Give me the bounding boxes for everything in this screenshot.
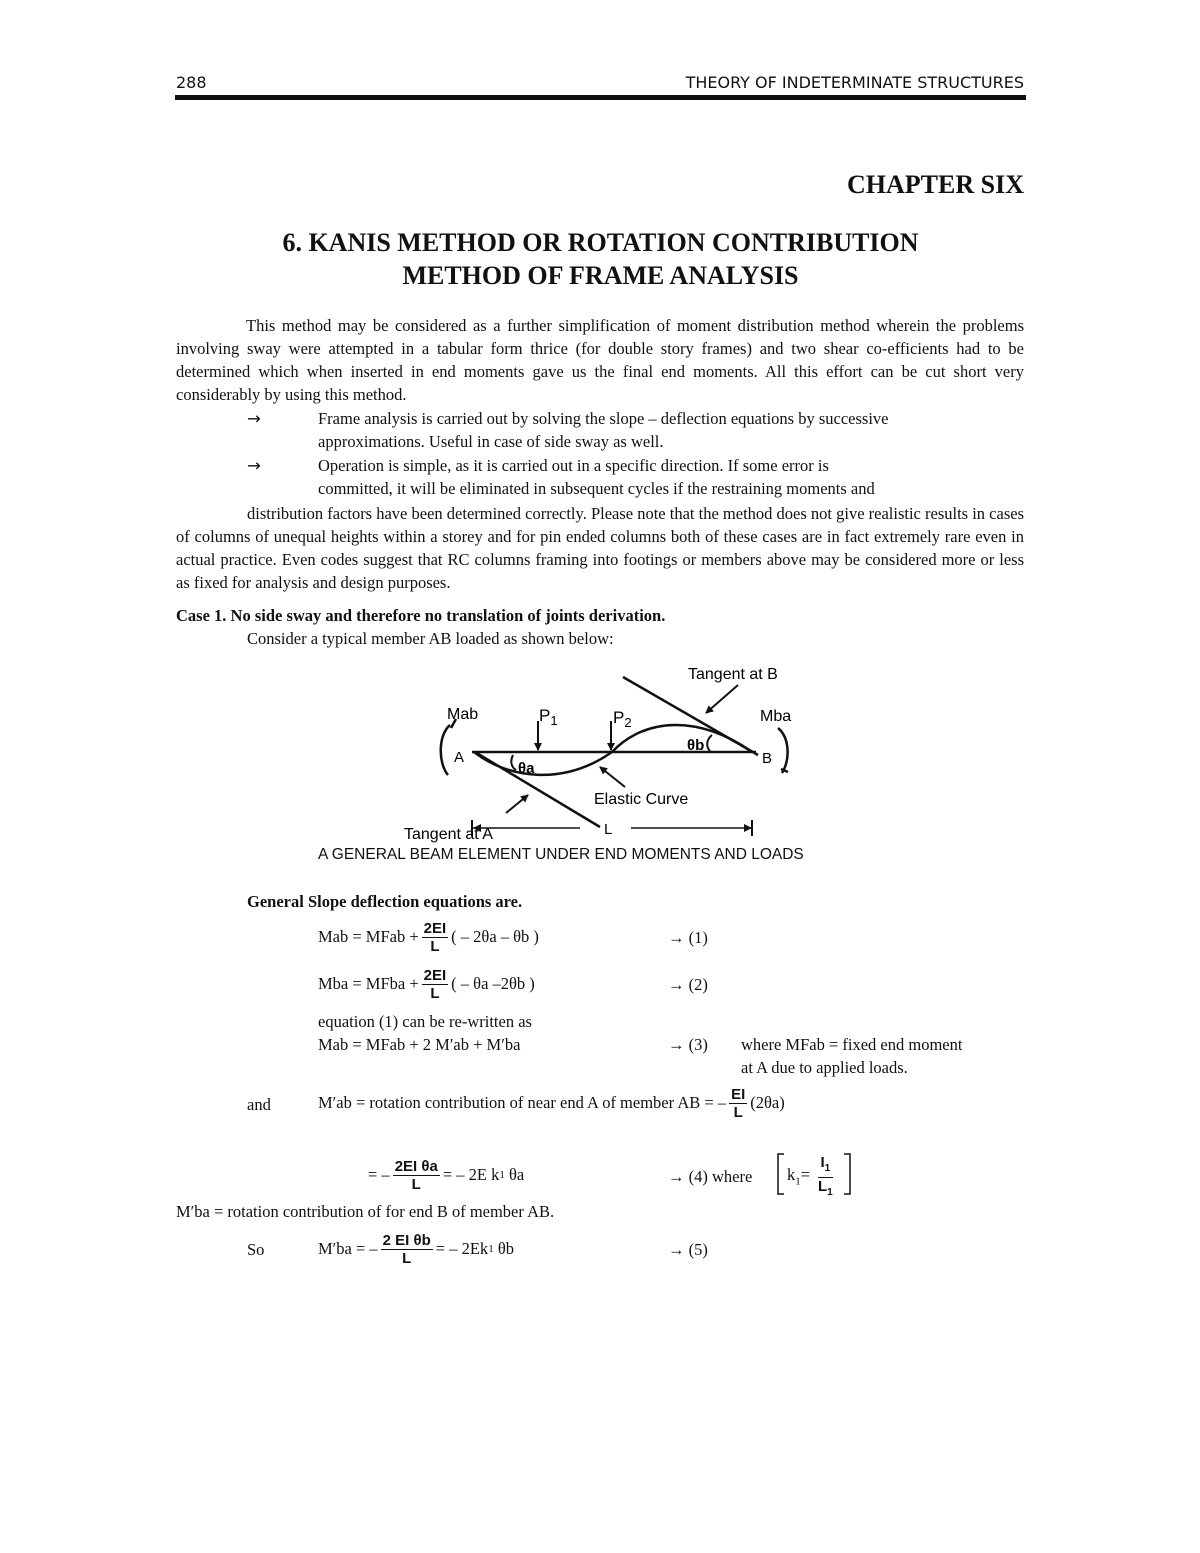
node-b-label: B xyxy=(762,750,773,767)
equation-2: Mba = MFba + $\frac{2EI}{L}$ ( – θa –2θb ) xyxy=(318,966,535,1002)
running-head: THEORY OF INDETERMINATE STRUCTURES xyxy=(685,73,1024,92)
equation-5-ref: → (5) xyxy=(668,1240,708,1259)
bullet-1-line1: Frame analysis is carried out by solving the slope – deflection equations by successive xyxy=(318,409,889,428)
far-end-definition: M′ba = rotation contribution of for end B of member AB. xyxy=(176,1202,555,1221)
left-bracket xyxy=(777,1153,785,1195)
p2-label: $P_2$ xyxy=(613,708,632,730)
bullet-1-line2: approximations. Useful in case of side sway as well. xyxy=(318,432,664,451)
theta-b-label: θb xyxy=(687,737,705,754)
bullet-2-line2: committed, it will be eliminated in subsequent cycles if the restraining moments and xyxy=(318,479,875,498)
equation-1: Mab = MFab + $\frac{2EI}{L}$ ( – 2θa – θb ) xyxy=(318,919,539,955)
equation-1-ref: → (1) xyxy=(668,928,708,947)
equation-2-ref: → (2) xyxy=(668,975,708,994)
theta-b-arc xyxy=(707,735,712,751)
continuation-paragraph: distribution factors have been determined correctly. Please note that the method does not give realistic results in cases of columns of unequal heights within a storey and for pin ended columns both of these cases are in fact extremely rare even in actual practice. Even codes suggest that RC columns framing into footings or members above may be considered more or less as fixed for analysis and design purposes. xyxy=(176,504,1024,592)
equation-4-ref: → (4) where xyxy=(668,1167,753,1186)
equation-3-note-line2: at A due to applied loads. xyxy=(741,1058,908,1077)
tangent-b-label: Tangent at B xyxy=(688,666,778,683)
case-heading: Case 1. No side sway and therefore no translation of joints derivation. xyxy=(176,606,666,625)
tangent-a-pointer xyxy=(506,795,528,813)
equation-5: M′ba = – $\frac{\text{2 EI θb}}{L}$ = – 2Ek 1 θb xyxy=(318,1231,514,1267)
equation-4: = – $\frac{\text{2EI θa}}{L}$ = – 2E k 1 θa xyxy=(368,1157,525,1193)
node-a-label: A xyxy=(454,749,465,766)
elastic-curve-label: Elastic Curve xyxy=(594,791,689,808)
moment-a-arc xyxy=(441,725,450,775)
moment-b-arc xyxy=(778,728,788,773)
bullet-2-line1: Operation is simple, as it is carried out in a specific direction. If some error is xyxy=(318,456,829,475)
bullet-arrow-1: → xyxy=(247,409,261,428)
equation-3: Mab = MFab + 2 M′ab + M′ba xyxy=(318,1035,521,1054)
equation-3-note-line1: where MFab = fixed end moment xyxy=(741,1035,963,1054)
chapter-label: CHAPTER SIX xyxy=(847,170,1024,199)
elastic-curve-pointer xyxy=(600,767,625,787)
tangent-a-label: Tangent at A xyxy=(404,826,493,843)
rewrite-note: equation (1) can be re-written as xyxy=(318,1012,532,1031)
chapter-title-line2: METHOD OF FRAME ANALYSIS xyxy=(402,261,799,290)
k1-definition-bracket: $k_1=$ $\frac{I_1}{L_1}$ xyxy=(777,1153,851,1195)
bullet-arrow-2: → xyxy=(247,456,261,475)
rotation-contribution-near-end: M′ab = rotation contribution of near end A of member AB = – $\frac{EI}{L}$ (2θa) xyxy=(318,1085,785,1121)
theta-a-label: θa xyxy=(518,760,535,777)
tangent-b-pointer xyxy=(706,685,738,713)
page-number: 288 xyxy=(176,73,207,92)
beam-element-figure xyxy=(380,655,820,845)
equations-heading: General Slope deflection equations are. xyxy=(247,892,523,911)
and-word: and xyxy=(247,1095,271,1114)
right-bracket xyxy=(843,1153,851,1195)
chapter-title-line1: 6. KANIS METHOD OR ROTATION CONTRIBUTION xyxy=(282,228,919,257)
equation-3-ref: → (3) xyxy=(668,1035,708,1054)
length-label: L xyxy=(604,821,613,838)
p1-label: $P_1$ xyxy=(539,706,558,728)
theta-a-arc xyxy=(511,755,516,770)
mab-label: Mab xyxy=(447,706,479,723)
intro-paragraph: This method may be considered as a further simplification of moment distribution method wherein the problems involving sway were attempted in a tabular form thrice (for double story frames) and two shear co-efficients had to be determined which when inserted in end moments gave us the final end moments. All this effort can be cut short very considerably by using this method. xyxy=(176,316,1024,404)
mba-label: Mba xyxy=(760,708,792,725)
so-word: So xyxy=(247,1240,265,1259)
header-rule xyxy=(175,95,1026,100)
case-intro: Consider a typical member AB loaded as shown below: xyxy=(247,629,614,648)
figure-caption: A GENERAL BEAM ELEMENT UNDER END MOMENTS AND LOADS xyxy=(318,846,804,863)
